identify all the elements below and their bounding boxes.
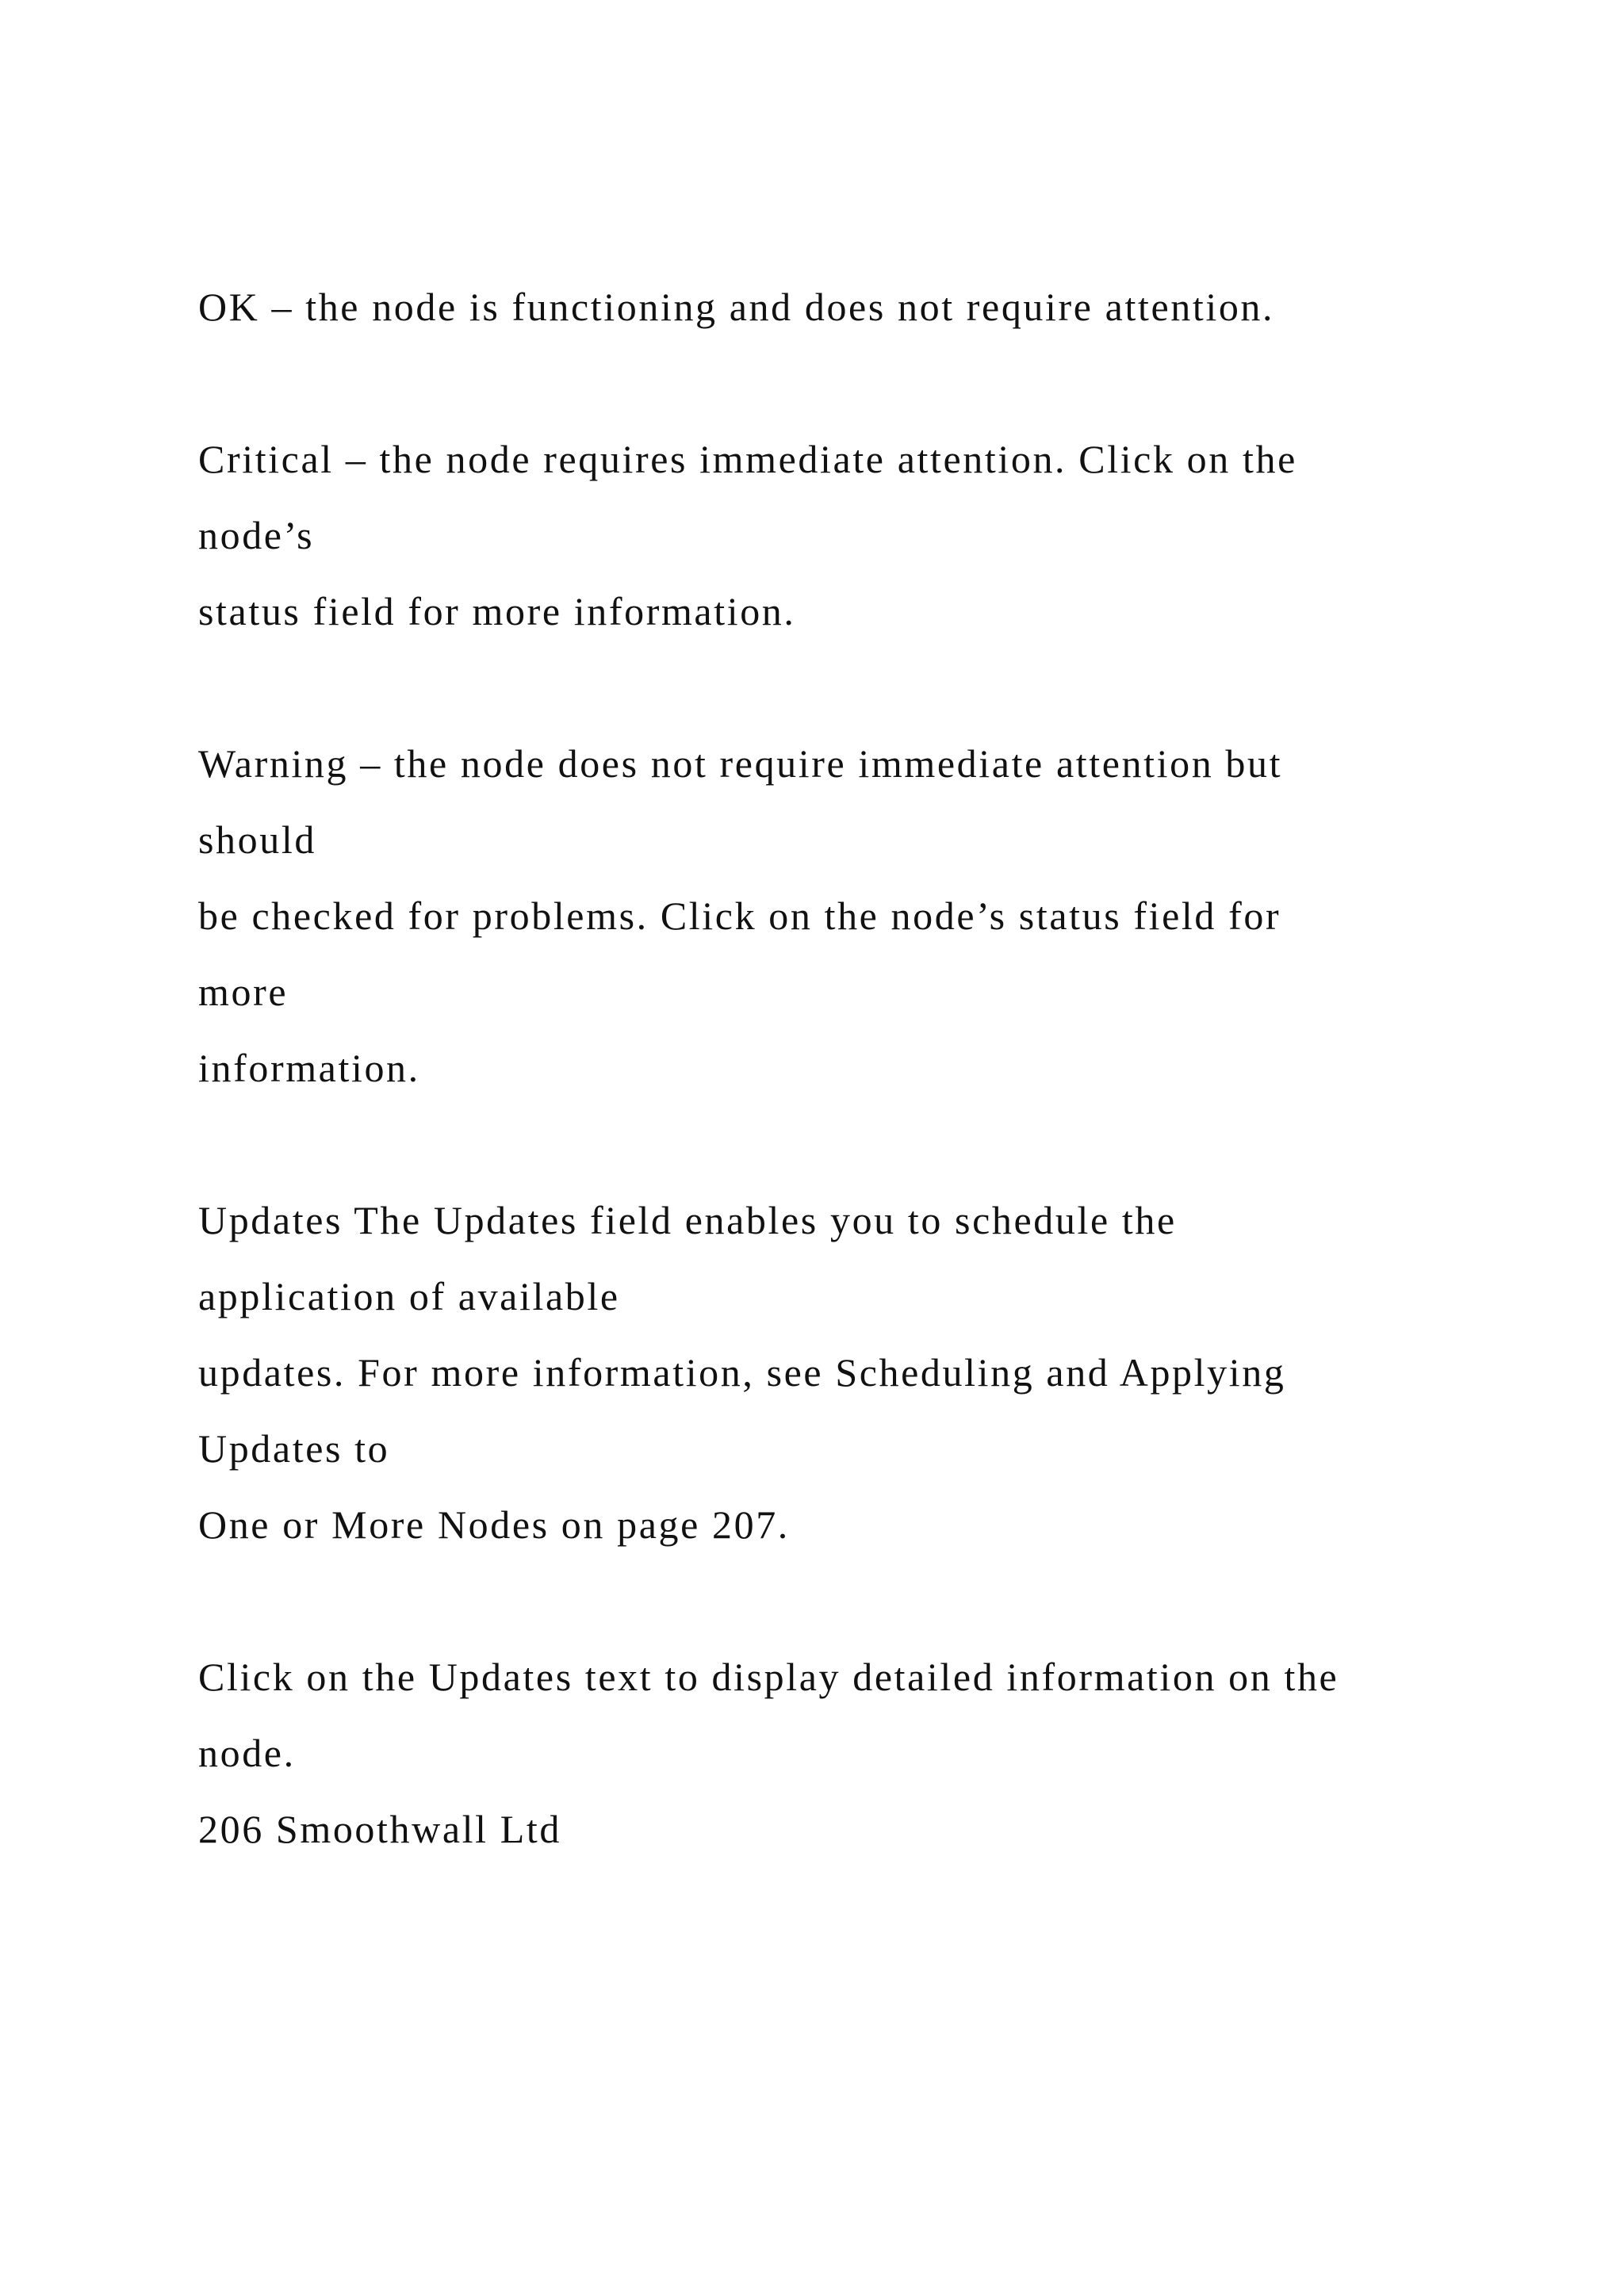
company-name: Smoothwall Ltd — [275, 1807, 561, 1851]
text-line: updates. For more information, see Scheduling and Applying — [198, 1350, 1286, 1395]
paragraph-critical — [198, 421, 1546, 649]
text-line: Click on the Updates text to display detailed information on the — [198, 1655, 1339, 1699]
paragraph-click-updates — [198, 1639, 1546, 1791]
paragraph-updates — [198, 1182, 1546, 1563]
paragraph-gap — [198, 1106, 1546, 1182]
paragraph-gap — [198, 345, 1546, 421]
page-number: 206 — [198, 1807, 264, 1851]
text-line: node’s — [198, 513, 315, 557]
text-line: Warning – the node does not require immediate attention but — [198, 741, 1283, 786]
text-line: Updates The Updates field enables you to schedule the — [198, 1198, 1177, 1242]
text-line: application of available — [198, 1274, 620, 1318]
text-line: OK – the node is functioning and does not require attention. — [198, 285, 1275, 329]
text-line: information. — [198, 1046, 420, 1090]
text-line: Updates to — [198, 1426, 390, 1471]
text-line: should — [198, 817, 316, 862]
paragraph-gap — [198, 1563, 1546, 1639]
text-line: more — [198, 970, 289, 1014]
document-body — [198, 269, 1546, 1867]
paragraph-ok — [198, 269, 1546, 345]
text-line: status field for more information. — [198, 589, 796, 633]
paragraph-gap — [198, 649, 1546, 725]
text-line: Critical – the node requires immediate attention. Click on the — [198, 437, 1297, 481]
text-line: One or More Nodes on page 207. — [198, 1502, 790, 1547]
page-footer — [198, 1791, 1546, 1867]
text-line: node. — [198, 1731, 296, 1775]
text-line: be checked for problems. Click on the node’s status field for — [198, 894, 1281, 938]
paragraph-warning — [198, 725, 1546, 1106]
